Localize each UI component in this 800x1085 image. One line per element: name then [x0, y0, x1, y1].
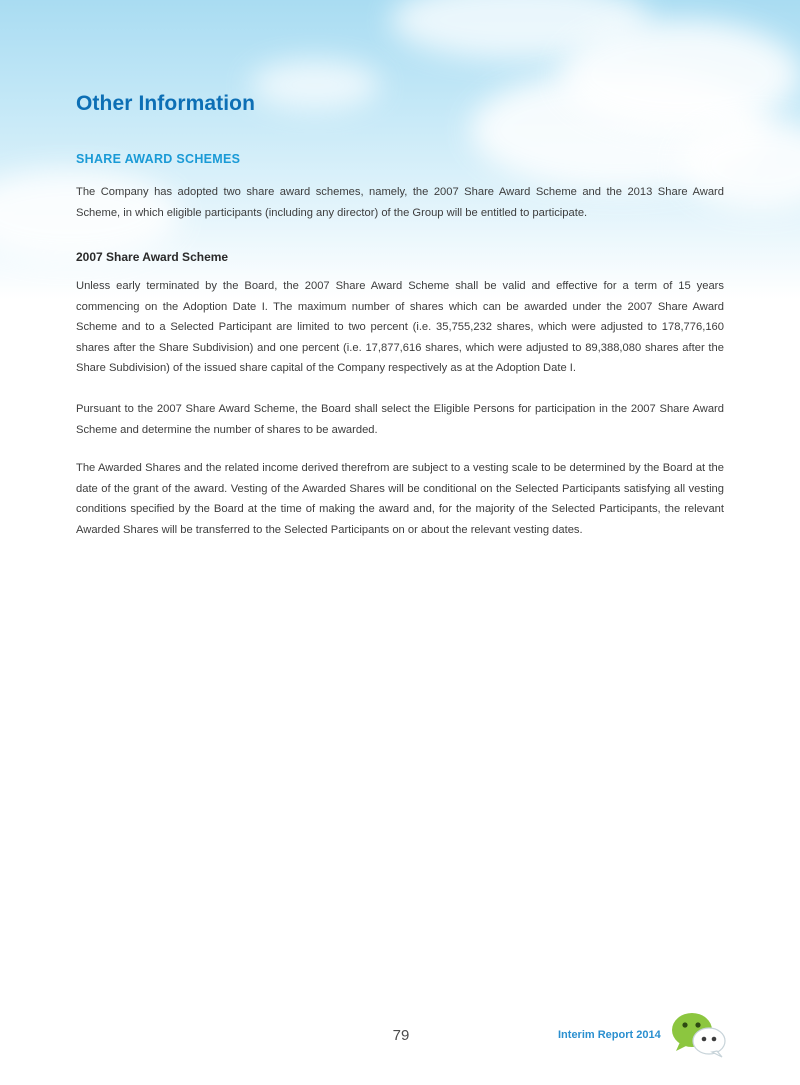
section-title: SHARE AWARD SCHEMES	[76, 152, 241, 166]
vesting-paragraph: The Awarded Shares and the related income derived therefrom are subject to a vesting scale to be determined by the Board at the date of the grant of the award. Vesting of the Awarded Shares will be conditional on the Selected Participants satisfying all vesting conditions specified by the Board at the time of making the award and, for the majority of the Selected Participants, the relevant Awarded Shares will be transferred to the Selected Participants on or about the relevant vesting dates.	[76, 462, 724, 536]
wechat-chat-bubbles-icon	[668, 1008, 728, 1058]
eligible-persons-paragraph: Pursuant to the 2007 Share Award Scheme, the Board shall select the Eligible Persons for participation in the 2007 Share Award Scheme and determine the number of shares to be awarded.	[76, 403, 724, 436]
scheme-term-paragraph: Unless early terminated by the Board, the 2007 Share Award Scheme shall be valid and effective for a term of 15 years commencing on the Adoption Date I. The maximum number of shares which can be awarded under the 2007 Share Award Scheme and to a Selected Participant are limited to two percent (i.e. 35,755,232 shares, which were adjusted to 178,776,160 shares after the Share Subdivision) and one percent (i.e. 17,877,616 shares, which were adjusted to 89,388,080 shares after the Share Subdivision) of the issued share capital of the Company respectively as at the Adoption Date I.	[76, 280, 724, 374]
page-title: Other Information	[76, 92, 256, 115]
section-intro-paragraph: The Company has adopted two share award schemes, namely, the 2007 Share Award Scheme and the 2013 Share Award Scheme, in which eligible participants (including any director) of the Group will be entitled to participate.	[76, 186, 724, 219]
report-label: Interim Report 2014	[558, 1029, 661, 1041]
subsection-title: 2007 Share Award Scheme	[76, 250, 229, 264]
page-number: 79	[392, 1027, 410, 1044]
